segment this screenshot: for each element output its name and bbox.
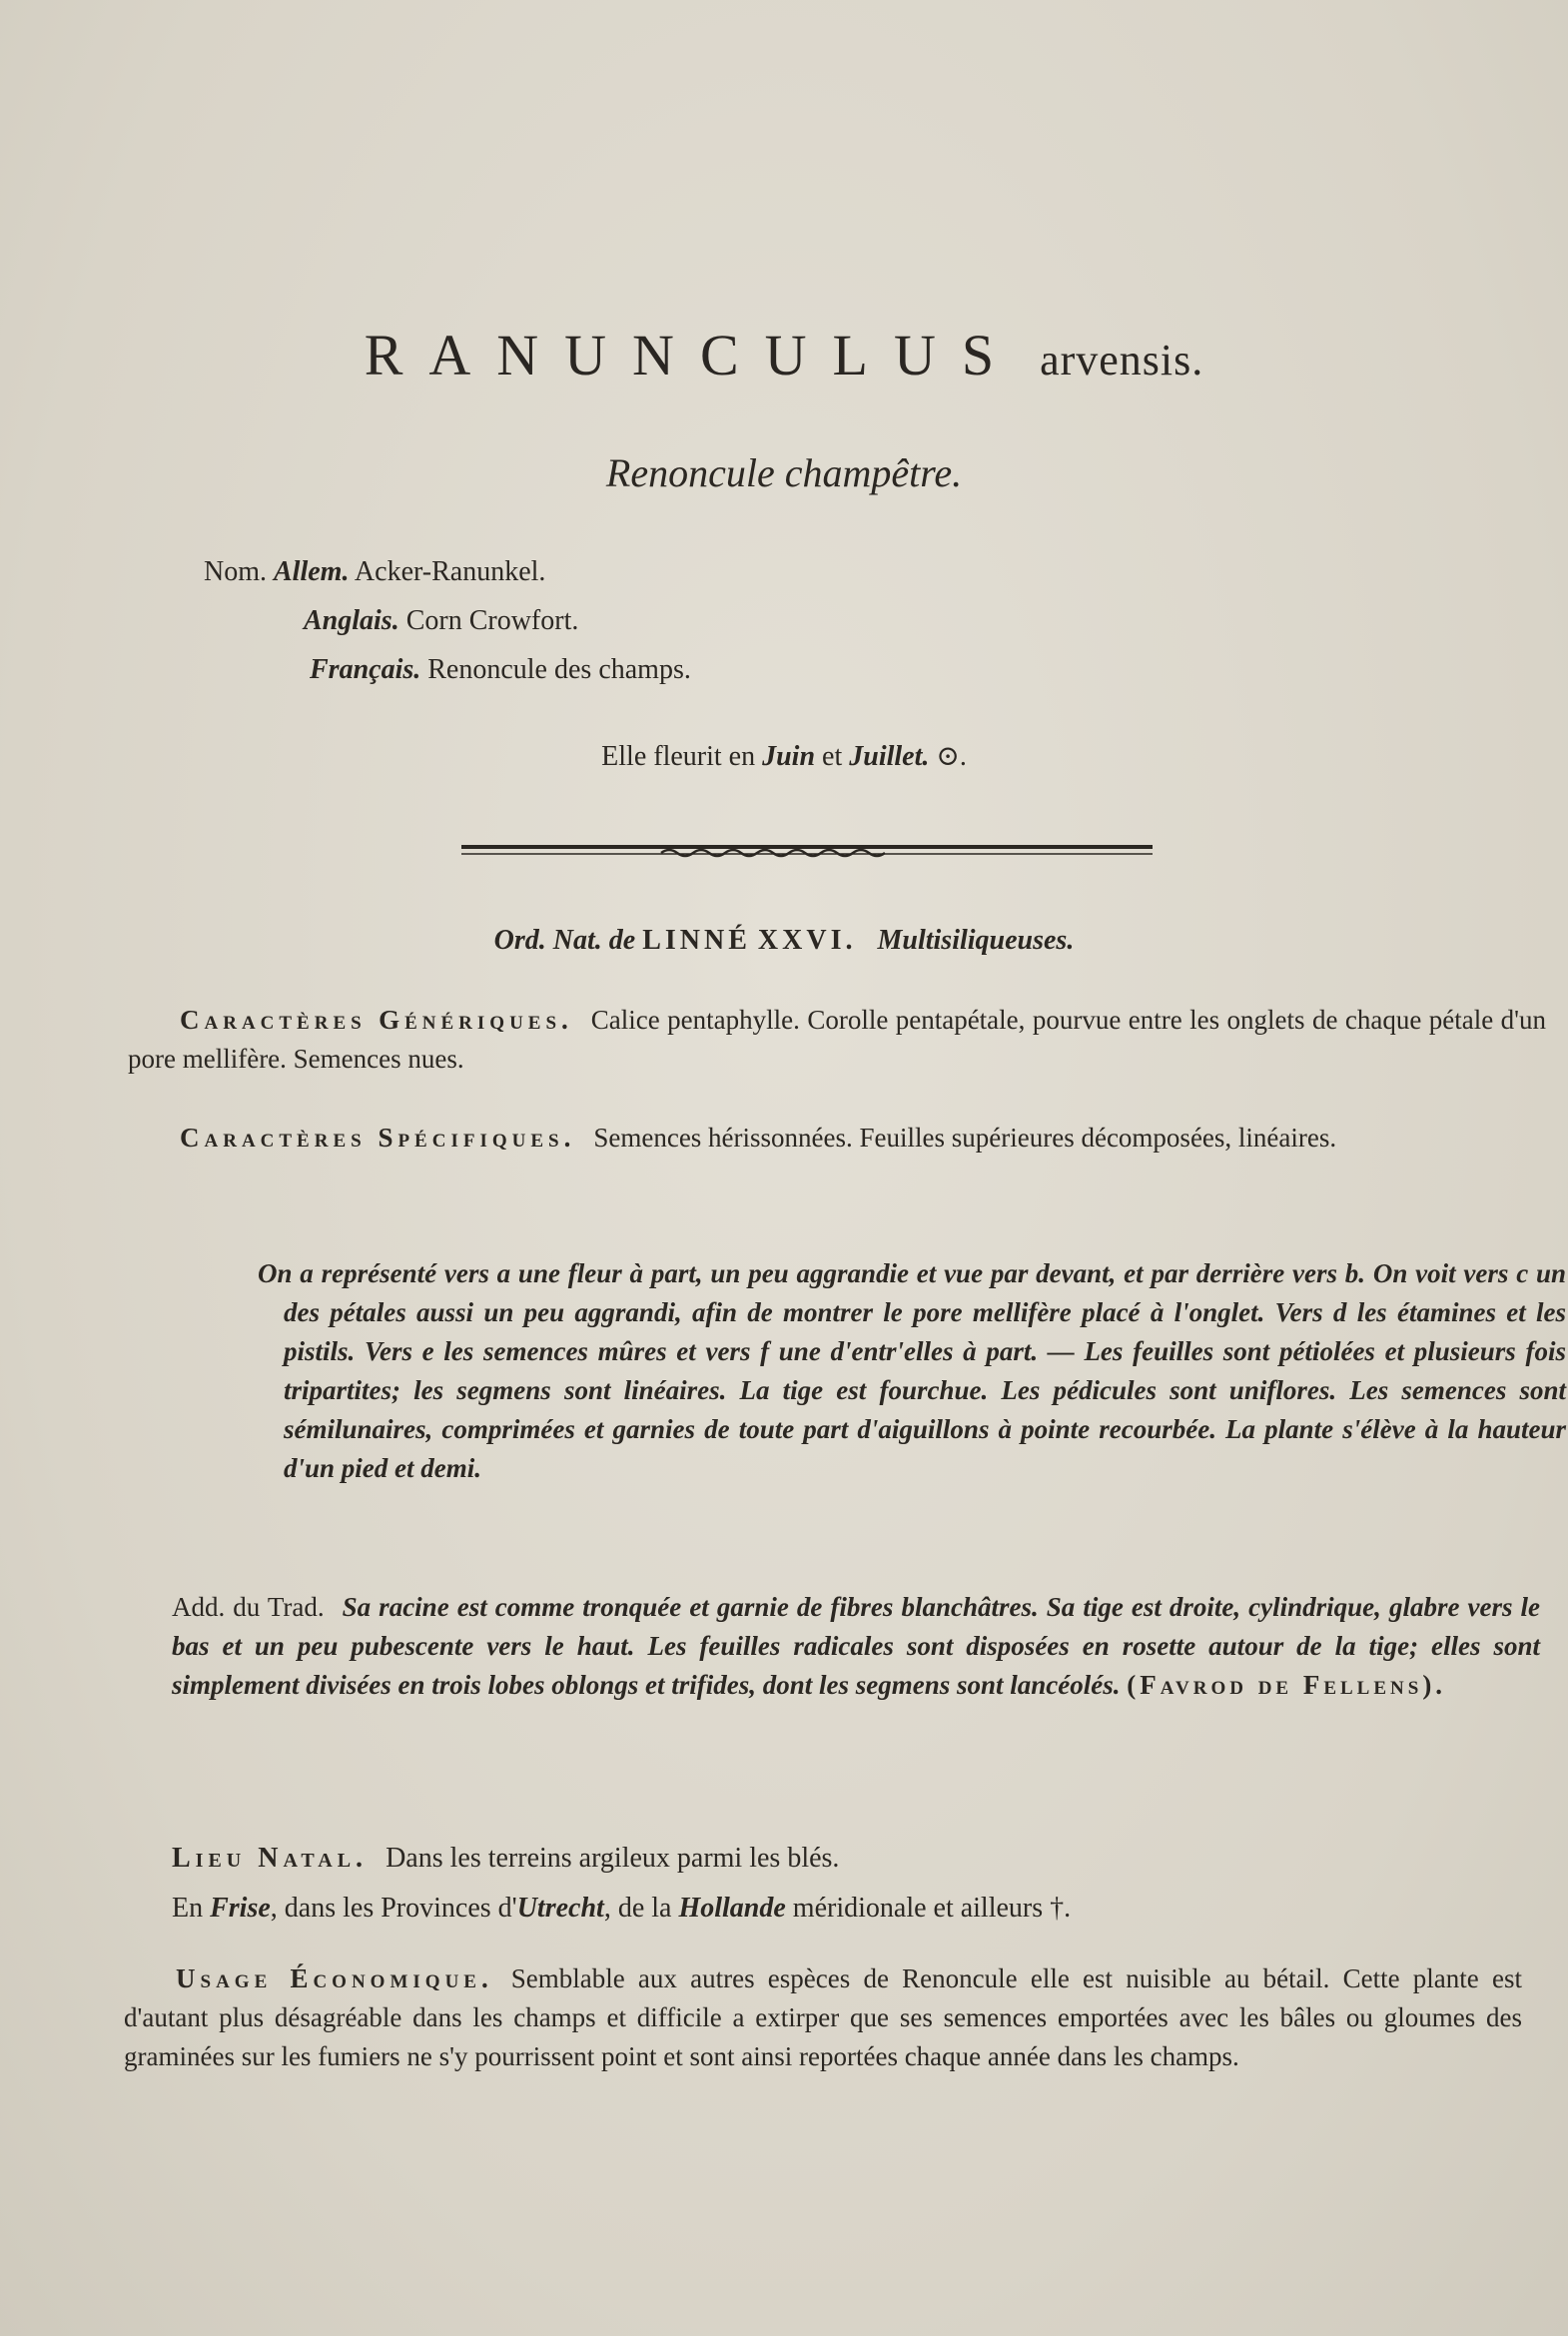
natural-order [0, 925, 1568, 957]
french-common-name: Renoncule champêtre. [605, 450, 963, 495]
order-author: LINNÉ [642, 925, 751, 956]
bloom-conjunction: et [822, 741, 843, 772]
language-label: Anglais. [304, 605, 399, 636]
name-row-german [204, 547, 691, 596]
generic-characters [128, 1001, 1546, 1079]
habitat-text-c: , de la [603, 1893, 672, 1924]
page-title [0, 322, 1568, 389]
vernacular-name: Renoncule des champs. [427, 654, 691, 685]
name-row-english [204, 596, 691, 645]
habitat-text: Dans les terreins argileux parmi les blés. [386, 1843, 840, 1874]
order-number: XXVI. [757, 925, 857, 956]
habitat-text-a: En [172, 1893, 204, 1924]
annual-symbol-icon: ⊙. [936, 741, 967, 772]
native-habitat [172, 1834, 1540, 1934]
generic-heading: Caractères Génériques. [180, 1005, 573, 1035]
generic-text: Calice pentaphylle. Corolle pentapétale, pourvue entre les onglets de chaque pétale d'un pore mellifère. Semences nues. [128, 1005, 1546, 1074]
vernacular-name: Acker-Ranunkel. [354, 556, 546, 587]
vernacular-names [204, 547, 691, 694]
translator-addition [172, 1588, 1540, 1705]
ornamental-divider [461, 841, 1153, 859]
order-prefix: Ord. Nat. de [493, 925, 636, 956]
habitat-text-b: , dans les Provinces d' [270, 1893, 517, 1924]
economic-use [124, 1959, 1522, 2076]
usage-heading: Usage Économique. [176, 1963, 493, 1993]
place-hollande: Hollande [678, 1893, 786, 1924]
habitat-text-d: méridionale et ailleurs †. [792, 1893, 1072, 1924]
translator-label: Add. du Trad. [172, 1592, 325, 1622]
bloom-month-june: Juin [762, 741, 816, 772]
name-row-french [204, 645, 691, 694]
order-family: Multisiliqueuses. [877, 925, 1075, 956]
language-label: Français. [310, 654, 421, 685]
bloom-month-july: Juillet. [849, 741, 930, 772]
habitat-heading: Lieu Natal. [172, 1843, 369, 1874]
place-utrecht: Utrecht [516, 1893, 604, 1924]
figure-description: On a représenté vers a une fleur à part, un peu aggrandie et vue par devant, et par derrière vers b. On voit vers c un des pétales aussi un peu aggrandi, afin de montrer le pore mellifère placé à l'onglet. Vers d les étamines et les pistils. Vers e les semences mûres et vers f une d'entr'elles à part. — Les feuilles sont pétiolées et plusieurs fois tripartites; les segmens sont linéaires. La tige est fourchue. Les pédicules sont uniflores. Les semences sont sémilunaires, comprimées et garnies de toute part d'aiguillons à pointe recourbée. La plante s'élève à la hauteur d'un pied et demi. [258, 1258, 1566, 1483]
bloom-prefix: Elle fleurit en [601, 741, 756, 772]
flowering-period [0, 739, 1568, 773]
language-label: Allem. [274, 556, 350, 587]
habitat-line-2 [172, 1884, 1540, 1934]
translator-text: Sa racine est comme tronquée et garnie de fibres blanchâtres. Sa tige est droite, cylindrique, glabre vers le bas et un peu pubescente vers le haut. Les feuilles radicales sont disposées en rosette autour de la tige; elles sont simplement divisées en trois lobes oblongs et trifides, dont les segmens sont lancéolés. [172, 1592, 1541, 1700]
translator-author: (Favrod de Fellens). [1127, 1670, 1447, 1700]
specific-heading: Caractères Spécifiques. [180, 1123, 576, 1153]
noms-label: Nom. [204, 556, 267, 587]
usage-text: Semblable aux autres espèces de Renoncule elle est nuisible au bétail. Cette plante est d'autant plus désagréable dans les champs et difficile a extirper que ses semences emportées avec les bâles ou gloumes des graminées sur les fumiers ne s'y pourrissent point et sont ainsi reportées chaque année dans les champs. [124, 1963, 1522, 2071]
specific-text: Semences hérissonnées. Feuilles supérieures décomposées, linéaires. [593, 1123, 1337, 1153]
genus-name: RANUNCULUS [364, 323, 1021, 388]
species-name: arvensis. [1040, 336, 1204, 385]
vernacular-name: Corn Crowfort. [405, 605, 579, 636]
habitat-line-1 [172, 1834, 1540, 1884]
place-frise: Frise [210, 1893, 271, 1924]
specific-characters [128, 1119, 1546, 1158]
